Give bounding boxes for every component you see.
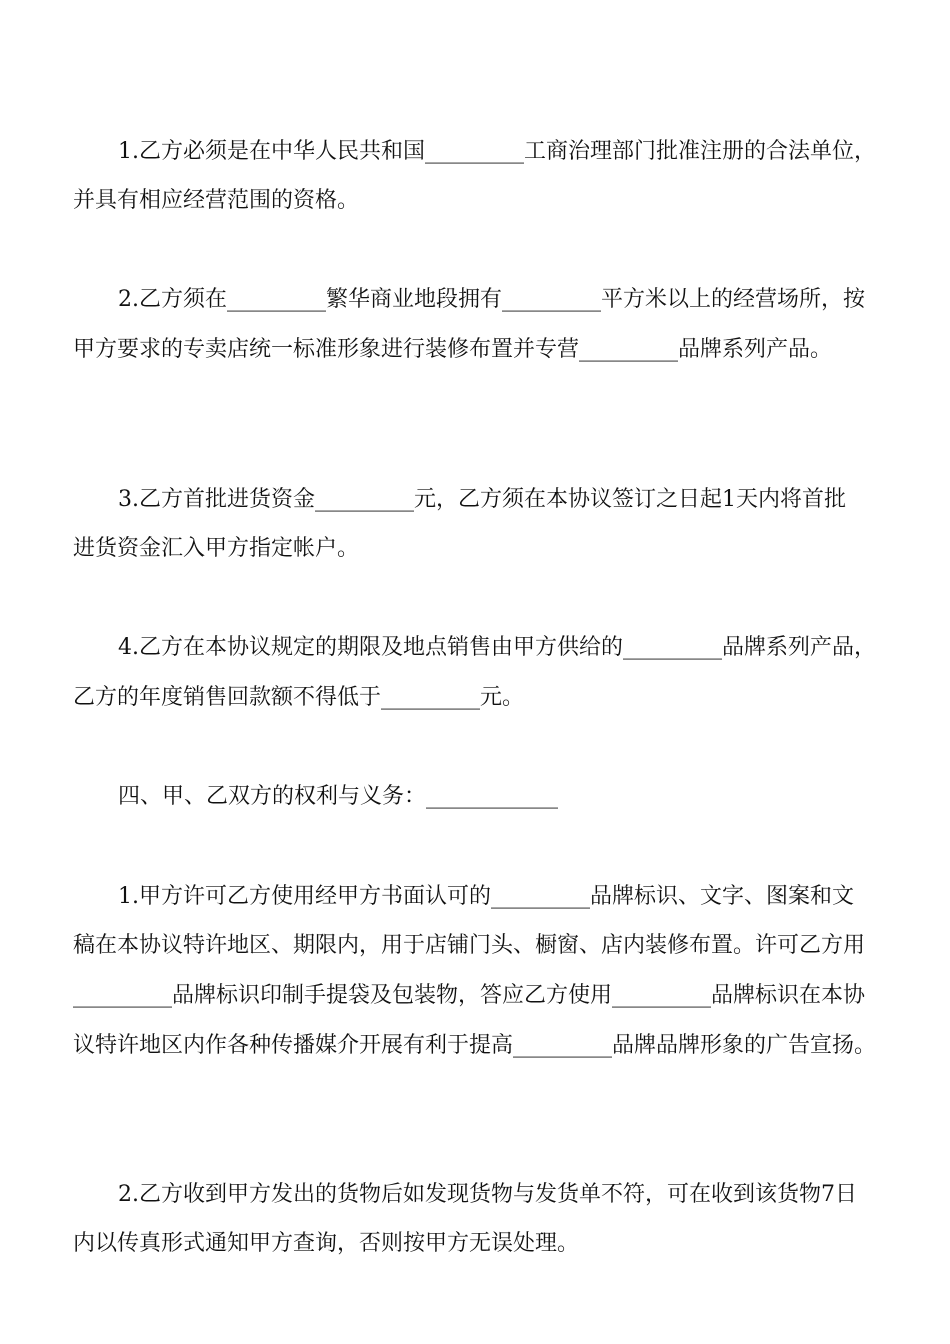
paragraph-5-line-3: _________品牌标识印制手提袋及包装物，答应乙方使用_________品牌标识在本协 bbox=[73, 983, 866, 1008]
paragraph-1-line-1: 1.乙方必须是在中华人民共和国_________工商治理部门批准注册的合法单位， bbox=[118, 139, 876, 164]
paragraph-3-line-1: 3.乙方首批进货资金_________元，乙方须在本协议签订之日起1天内将首批 bbox=[118, 487, 846, 512]
paragraph-5-line-4: 议特许地区内作各种传播媒介开展有利于提高_________品牌品牌形象的广告宣扬。 bbox=[73, 1033, 877, 1058]
section-heading-rights-obligations: 四、甲、乙双方的权利与义务：____________ bbox=[118, 784, 559, 809]
paragraph-2-line-2: 甲方要求的专卖店统一标准形象进行装修布置并专营_________品牌系列产品。 bbox=[73, 337, 833, 362]
paragraph-5-line-2: 稿在本协议特许地区、期限内，用于店铺门头、橱窗、店内装修布置。许可乙方用 bbox=[73, 933, 866, 958]
paragraph-2-line-1: 2.乙方须在_________繁华商业地段拥有_________平方米以上的经营场所，按 bbox=[118, 287, 865, 312]
paragraph-6-line-2: 内以传真形式通知甲方查询，否则按甲方无误处理。 bbox=[73, 1231, 580, 1256]
paragraph-3-line-2: 进货资金汇入甲方指定帐户。 bbox=[73, 536, 360, 561]
paragraph-4-line-1: 4.乙方在本协议规定的期限及地点销售由甲方供给的_________品牌系列产品， bbox=[118, 635, 876, 660]
paragraph-5-line-1: 1.甲方许可乙方使用经甲方书面认可的_________品牌标识、文字、图案和文 bbox=[118, 884, 854, 909]
paragraph-1-line-2: 并具有相应经营范围的资格。 bbox=[73, 188, 360, 213]
paragraph-6-line-1: 2.乙方收到甲方发出的货物后如发现货物与发货单不符，可在收到该货物7日 bbox=[118, 1182, 857, 1207]
paragraph-4-line-2: 乙方的年度销售回款额不得低于_________元。 bbox=[73, 685, 525, 710]
